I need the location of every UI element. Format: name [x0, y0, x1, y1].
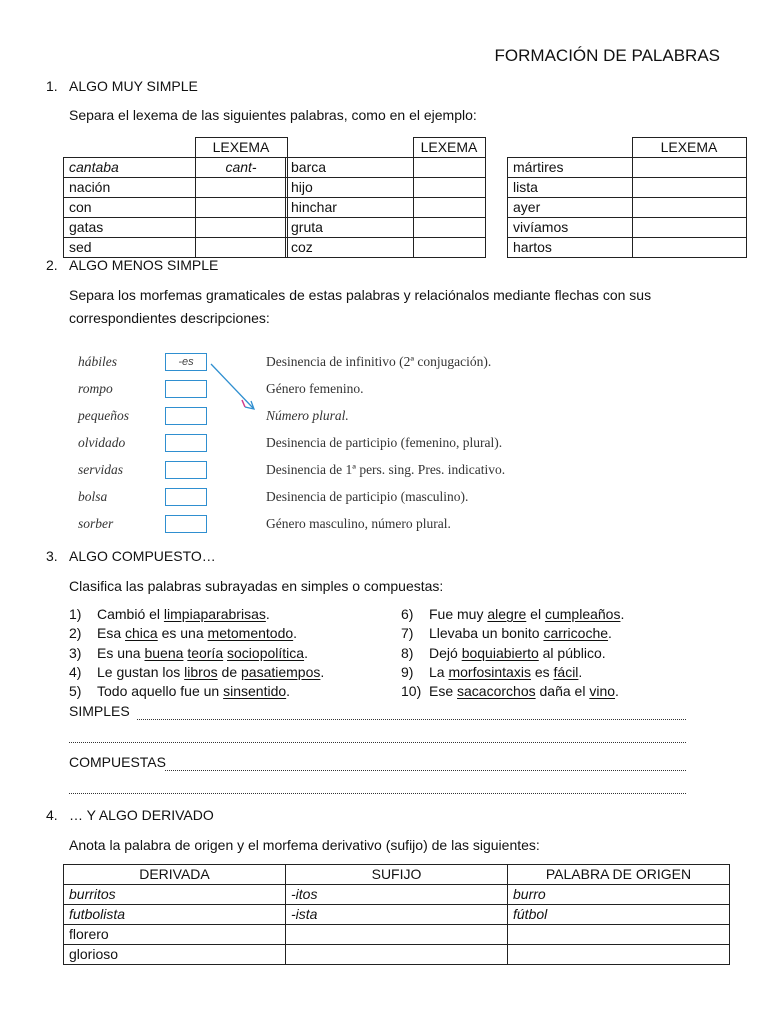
word-cell: mártires: [508, 158, 633, 178]
section-2-heading: [46, 257, 218, 273]
lexema-cell[interactable]: [632, 158, 746, 178]
underlined-word: fácil: [553, 663, 579, 680]
section-title: ALGO MUY SIMPLE: [69, 78, 198, 94]
table-row: [286, 158, 486, 178]
arrow-icon: [205, 360, 265, 420]
sentence: [69, 664, 324, 683]
sentence: [69, 625, 324, 644]
sentence-number: 9): [401, 663, 414, 680]
underlined-word: metomentodo: [207, 625, 294, 642]
table-row: [64, 945, 730, 965]
sentence-text: es una: [157, 625, 208, 642]
table-row: [64, 925, 730, 945]
morph-word: bolsa: [78, 489, 108, 504]
compuestas-label: COMPUESTAS: [69, 754, 166, 770]
derivada-cell: glorioso: [64, 945, 286, 965]
sentence-number: 8): [401, 644, 414, 661]
table-row: [64, 905, 730, 925]
sentence-text: Le gustan los: [97, 663, 185, 680]
morph-word: pequeños: [78, 408, 129, 423]
underlined-word: vino: [589, 683, 616, 700]
sentence-text: .: [265, 606, 270, 622]
sentence: [69, 683, 324, 702]
section-title: ALGO COMPUESTO…: [69, 548, 216, 564]
table-row: [286, 238, 486, 258]
sentence-number: 7): [401, 625, 414, 642]
sentence-text: .: [286, 683, 291, 700]
underlined-word: limpiaparabrisas: [163, 606, 266, 622]
lexema-cell: cant-: [195, 158, 287, 178]
sentence: [69, 606, 324, 625]
sentence-text: Llevaba un bonito: [429, 625, 544, 642]
lexema-table-3: [507, 137, 747, 258]
lexema-cell[interactable]: [632, 198, 746, 218]
table-row: [64, 158, 288, 178]
section-number: 2.: [46, 257, 58, 273]
morph-description: Género femenino.: [266, 381, 364, 396]
lexema-cell[interactable]: [195, 198, 287, 218]
lexema-table-2: [285, 137, 486, 258]
morph-description: Desinencia de participio (masculino).: [266, 489, 469, 504]
underlined-word: teoría: [187, 644, 224, 661]
sentence-number: 5): [69, 683, 82, 700]
sentence-text: .: [620, 606, 625, 622]
origen-cell: burro: [508, 885, 730, 905]
derivation-header: PALABRA DE ORIGEN: [508, 865, 730, 885]
lexema-cell[interactable]: [413, 158, 485, 178]
lexema-header: LEXEMA: [413, 138, 485, 158]
table-row: [508, 238, 747, 258]
derivada-cell: futbolista: [64, 905, 286, 925]
section-1-instruction: Separa el lexema de las siguientes palabras, como en el ejemplo:: [69, 107, 477, 123]
sentence-text: Fue muy: [429, 606, 488, 622]
sentence-text: Es una: [97, 644, 145, 661]
underlined-word: cumpleaños: [544, 606, 621, 622]
word-cell: lista: [508, 178, 633, 198]
sufijo-cell[interactable]: [286, 925, 508, 945]
morpheme-box[interactable]: [165, 515, 207, 533]
underlined-word: sociopolítica: [227, 644, 305, 661]
section-title: ALGO MENOS SIMPLE: [69, 257, 219, 273]
word-cell: ayer: [508, 198, 633, 218]
sentence: [401, 645, 624, 664]
section-4-heading: [46, 807, 214, 823]
sentence-number: 1): [69, 606, 82, 622]
simples-answer-line-2[interactable]: [69, 741, 686, 743]
lexema-table-1: [63, 137, 288, 258]
underlined-word: carricoche: [543, 625, 609, 642]
page-title: FORMACIÓN DE PALABRAS: [494, 46, 720, 65]
sentence-text: Todo aquello fue un: [97, 683, 224, 700]
underlined-word: sacacorchos: [457, 683, 536, 700]
sentence-text: de: [217, 663, 241, 680]
sentence-text: .: [608, 625, 612, 642]
lexema-cell[interactable]: [195, 178, 287, 198]
section-4-instruction: Anota la palabra de origen y el morfema derivativo (sufijo) de las siguientes:: [69, 837, 540, 853]
section-number: 3.: [46, 548, 58, 564]
sentence: [401, 625, 624, 644]
derivation-table: [63, 864, 730, 965]
morph-description: Desinencia de participio (femenino, plural).: [266, 435, 503, 450]
sentence-text: La: [429, 663, 449, 680]
sufijo-cell: -itos: [286, 885, 508, 905]
sentence-number: 4): [69, 663, 82, 680]
table-row: [508, 178, 747, 198]
derivada-cell: burritos: [64, 885, 286, 905]
underlined-word: boquiabierto: [461, 644, 539, 661]
derivada-cell: florero: [64, 925, 286, 945]
section-title: … Y ALGO DERIVADO: [69, 807, 214, 823]
sentence-text: .: [320, 663, 325, 680]
derivation-header: SUFIJO: [286, 865, 508, 885]
origen-cell[interactable]: [508, 945, 730, 965]
sentence-text: .: [293, 625, 298, 642]
lexema-cell[interactable]: [632, 178, 746, 198]
sentence-text: .: [304, 644, 308, 661]
lexema-cell[interactable]: [413, 238, 485, 258]
underlined-word: chica: [125, 625, 158, 642]
sentence: [401, 664, 624, 683]
table-row: [508, 158, 747, 178]
morpheme-box[interactable]: [165, 407, 207, 425]
header-blank: [286, 138, 414, 158]
sufijo-cell[interactable]: [286, 945, 508, 965]
word-cell: barca: [286, 158, 414, 178]
sentence-number: 6): [401, 606, 414, 622]
sentence-text: es: [530, 663, 554, 680]
sentence-number: 3): [69, 644, 82, 661]
section-number: 4.: [46, 807, 58, 823]
sentences-left: [69, 606, 324, 702]
lexema-cell[interactable]: [195, 218, 287, 238]
compuestas-answer-line-2[interactable]: [69, 792, 686, 794]
lexema-cell[interactable]: [413, 198, 485, 218]
table-row: [286, 198, 486, 218]
underlined-word: morfosintaxis: [448, 663, 531, 680]
word-cell: hartos: [508, 238, 633, 258]
lexema-header: LEXEMA: [632, 138, 746, 158]
sentence: [69, 645, 324, 664]
header-blank: [64, 138, 196, 158]
morph-word: rompo: [78, 381, 113, 396]
table-row: [64, 178, 288, 198]
word-cell: cantaba: [64, 158, 196, 178]
underlined-word: libros: [184, 663, 218, 680]
table-row: [286, 218, 486, 238]
section-1-heading: [46, 78, 198, 94]
table-row: [508, 198, 747, 218]
morph-word: olvidado: [78, 435, 126, 450]
word-cell: gatas: [64, 218, 196, 238]
word-cell: sed: [64, 238, 196, 258]
header-blank: [508, 138, 633, 158]
simples-label: SIMPLES: [69, 703, 130, 719]
sentence-text: Esa: [97, 625, 126, 642]
morph-word: hábiles: [78, 354, 117, 369]
underlined-word: sinsentido: [223, 683, 287, 700]
word-cell: coz: [286, 238, 414, 258]
morpheme-box[interactable]: [165, 380, 207, 398]
morph-description: Género masculino, número plural.: [266, 516, 451, 531]
section-2-instruction: Separa los morfemas gramaticales de estas palabras y relaciónalos mediante flechas con sus correspondientes descripciones:: [69, 287, 652, 326]
sentence-text: .: [578, 663, 583, 680]
table-row: [286, 178, 486, 198]
morph-description: Número plural.: [266, 408, 349, 423]
morph-word: sorber: [78, 516, 114, 531]
word-cell: nación: [64, 178, 196, 198]
underlined-word: alegre: [487, 606, 527, 622]
morpheme-box[interactable]: [165, 434, 207, 452]
morph-description: Desinencia de 1ª pers. sing. Pres. indicativo.: [266, 462, 506, 477]
table-row: [508, 218, 747, 238]
compuestas-answer-line[interactable]: [165, 769, 686, 771]
sentence-text: daña el: [535, 683, 590, 700]
lexema-cell[interactable]: [632, 218, 746, 238]
sentence-text: al público.: [538, 644, 606, 661]
section-number: 1.: [46, 78, 58, 94]
morpheme-box[interactable]: -es: [165, 353, 207, 371]
sentences-right: [401, 606, 624, 702]
sufijo-cell: -ista: [286, 905, 508, 925]
table-row: [64, 885, 730, 905]
underlined-word: buena: [144, 644, 184, 661]
sentence: [401, 606, 624, 625]
sentence-number: 10): [401, 683, 422, 700]
morph-description: Desinencia de infinitivo (2ª conjugación).: [266, 354, 492, 369]
lexema-header: LEXEMA: [195, 138, 287, 158]
section-3-heading: [46, 548, 216, 564]
word-cell: hijo: [286, 178, 414, 198]
underlined-word: pasatiempos: [241, 663, 321, 680]
table-row: [64, 238, 288, 258]
word-cell: con: [64, 198, 196, 218]
sentence: [401, 683, 624, 702]
origen-cell: fútbol: [508, 905, 730, 925]
word-cell: gruta: [286, 218, 414, 238]
morpheme-box[interactable]: [165, 461, 207, 479]
lexema-cell[interactable]: [195, 238, 287, 258]
word-cell: hinchar: [286, 198, 414, 218]
table-row: [64, 218, 288, 238]
sentence-number: 2): [69, 625, 82, 642]
sentence-text: el: [526, 606, 545, 622]
sentence-text: Cambió el: [97, 606, 164, 622]
lexema-cell[interactable]: [413, 218, 485, 238]
sentence-text: .: [615, 683, 619, 700]
derivation-header: DERIVADA: [64, 865, 286, 885]
morph-word: servidas: [78, 462, 123, 477]
morpheme-box[interactable]: [165, 488, 207, 506]
simples-answer-line[interactable]: [137, 718, 686, 720]
sentence-text: Dejó: [429, 644, 462, 661]
word-cell: vivíamos: [508, 218, 633, 238]
lexema-cell[interactable]: [632, 238, 746, 258]
section-3-instruction: Clasifica las palabras subrayadas en simples o compuestas:: [69, 578, 444, 594]
table-row: [64, 198, 288, 218]
sentence-text: Ese: [429, 683, 458, 700]
lexema-cell[interactable]: [413, 178, 485, 198]
origen-cell[interactable]: [508, 925, 730, 945]
